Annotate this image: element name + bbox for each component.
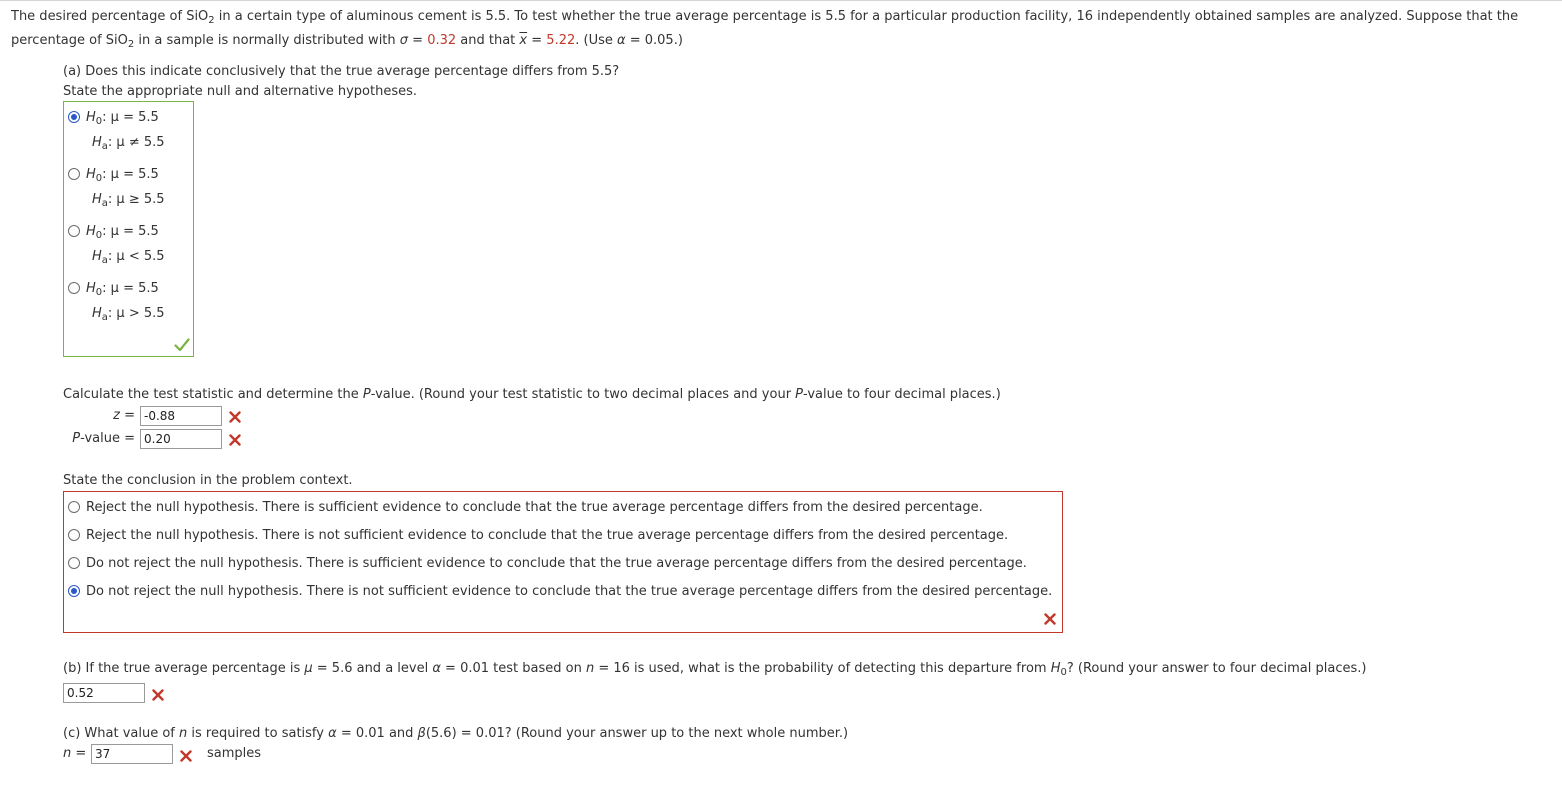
x-icon	[180, 750, 192, 762]
x-icon	[152, 689, 164, 701]
z-input[interactable]	[140, 406, 222, 426]
radio-button[interactable]	[68, 168, 80, 180]
part-b-question: (b) If the true average percentage is μ = 5.6 and a level α = 0.01 test based on n = 16 is used, what is the probability of detecting this departure from $H_0$? (Round your answer to four decimal places.)	[63, 661, 1367, 678]
part-c-question: (c) What value of n is required to satisfy α = 0.01 and β(5.6) = 0.01? (Round your answer up to the next whole number.)	[63, 726, 849, 741]
p-value-input[interactable]	[140, 429, 222, 449]
hypothesis-options	[63, 101, 194, 357]
n-label: n =	[63, 746, 87, 761]
radio-button[interactable]	[68, 501, 80, 513]
hypothesis-option-1[interactable]: $H_0$: μ = 5.5 $H_a$: μ ≠ 5.5	[68, 108, 165, 153]
problem-statement: The desired percentage of SiO$_2$ in a certain type of aluminous cement is 5.5. To test whether the true average percentage is 5.5 for a particular production facility, 16 independently obtained samples are analyzed. Suppose that the percentage of SiO$_2$ in a sample is normally distributed with σ = 0.32 and that $\overline{x} = 5.22$. (Use α = 0.05.)	[11, 9, 1519, 50]
part-a-question: (a) Does this indicate conclusively that the true average percentage differs from 5.5? State the appropriate null and alternative hypotheses.	[63, 64, 620, 99]
xbar-value: 5.22	[546, 33, 576, 48]
radio-button[interactable]	[68, 585, 80, 597]
part-c-input[interactable]	[91, 744, 173, 764]
conclusion-options	[63, 491, 1063, 633]
radio-button[interactable]	[68, 111, 80, 123]
hypothesis-option-2[interactable]: $H_0$: μ = 5.5 $H_a$: μ ≥ 5.5	[68, 165, 165, 210]
hypothesis-option-3[interactable]: $H_0$: μ = 5.5 $H_a$: μ < 5.5	[68, 222, 165, 267]
x-icon	[229, 434, 241, 446]
top-divider	[0, 0, 1562, 1]
conclusion-option-3[interactable]: Do not reject the null hypothesis. There is sufficient evidence to conclude that the true average percentage differs from the desired percentage.	[68, 553, 1027, 575]
radio-button[interactable]	[68, 225, 80, 237]
conclusion-option-1[interactable]: Reject the null hypothesis. There is sufficient evidence to conclude that the true average percentage differs from the desired percentage.	[68, 497, 983, 519]
check-icon	[174, 338, 190, 352]
hypothesis-option-4[interactable]: $H_0$: μ = 5.5 $H_a$: μ > 5.5	[68, 279, 165, 324]
sigma-value: 0.32	[427, 33, 457, 48]
unit-label: samples	[207, 746, 262, 761]
conclusion-instruction: State the conclusion in the problem context.	[63, 473, 353, 488]
radio-button[interactable]	[68, 529, 80, 541]
conclusion-option-2[interactable]: Reject the null hypothesis. There is not sufficient evidence to conclude that the true average percentage differs from the desired percentage.	[68, 525, 1008, 547]
z-label: z =	[113, 408, 135, 423]
p-value-label: P-value =	[72, 431, 135, 446]
x-icon	[229, 411, 241, 423]
radio-button[interactable]	[68, 557, 80, 569]
x-icon	[1044, 613, 1056, 625]
radio-button[interactable]	[68, 282, 80, 294]
calc-instruction: Calculate the test statistic and determine the P-value. (Round your test statistic to two decimal places and your P-value to four decimal places.)	[63, 387, 1001, 402]
conclusion-option-4[interactable]: Do not reject the null hypothesis. There is not sufficient evidence to conclude that the true average percentage differs from the desired percentage.	[68, 581, 1052, 603]
part-b-input[interactable]	[63, 683, 145, 703]
